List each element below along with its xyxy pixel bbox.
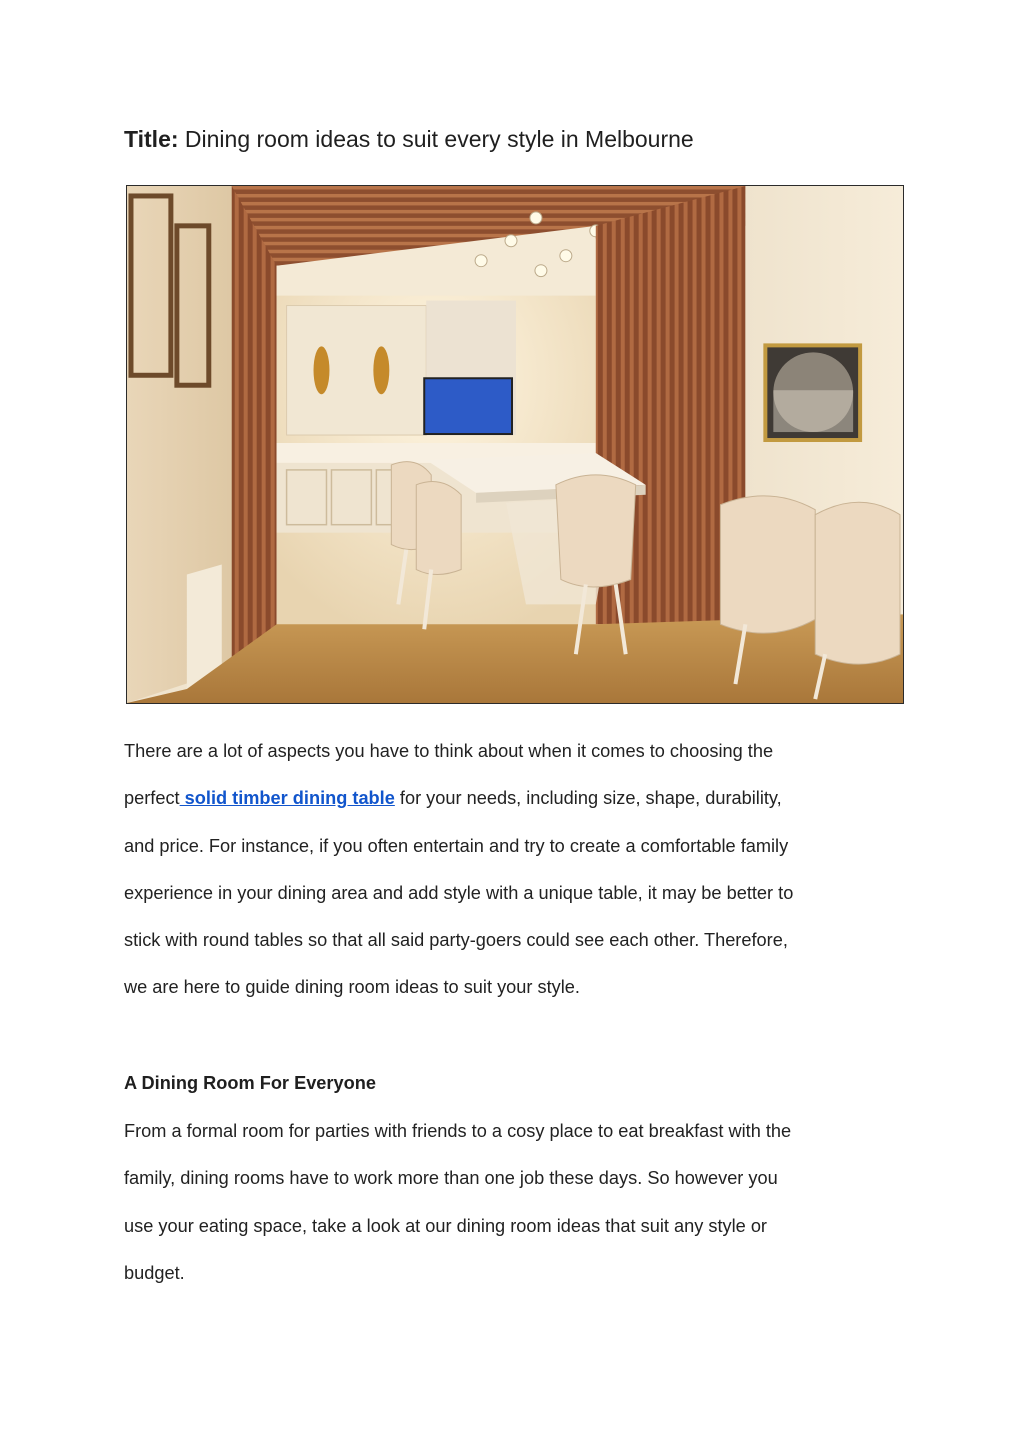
intro-line-2: [124, 775, 904, 822]
section-paragraph: [124, 1108, 904, 1297]
section-line-4: budget.: [124, 1262, 185, 1283]
intro-line-2-end: for your needs, including size, shape, durability,: [394, 788, 782, 809]
section-line-2: family, dining rooms have to work more than one job these days. So however you: [124, 1168, 778, 1189]
section-line-1: From a formal room for parties with friends to a cosy place to eat breakfast with the: [124, 1121, 792, 1141]
intro-line-5: stick with round tables so that all said party-goers could see each other. Therefore,: [124, 930, 788, 951]
intro-line-3: and price. For instance, if you often entertain and try to create a comfortable family: [124, 835, 789, 856]
title-text: Dining room ideas to suit every style in Melbourne: [178, 126, 694, 152]
intro-line-6: we are here to guide dining room ideas to suit your style.: [124, 977, 580, 998]
page-title: [124, 122, 694, 156]
intro-line-1: There are a lot of aspects you have to think about when it comes to choosing the: [124, 741, 774, 761]
intro-paragraph: [124, 728, 904, 1012]
title-label: Title:: [124, 126, 179, 152]
dining-room-photo: [126, 185, 904, 704]
section-heading: A Dining Room For Everyone: [124, 1073, 376, 1093]
solid-timber-dining-table-link[interactable]: solid timber dining table: [179, 788, 395, 809]
intro-line-2-start: perfect: [124, 788, 180, 809]
section-line-3: use your eating space, take a look at our dining room ideas that suit any style or: [124, 1215, 767, 1236]
dining-room-illustration: [127, 186, 903, 703]
intro-line-4: experience in your dining area and add style with a unique table, it may be better to: [124, 882, 794, 903]
